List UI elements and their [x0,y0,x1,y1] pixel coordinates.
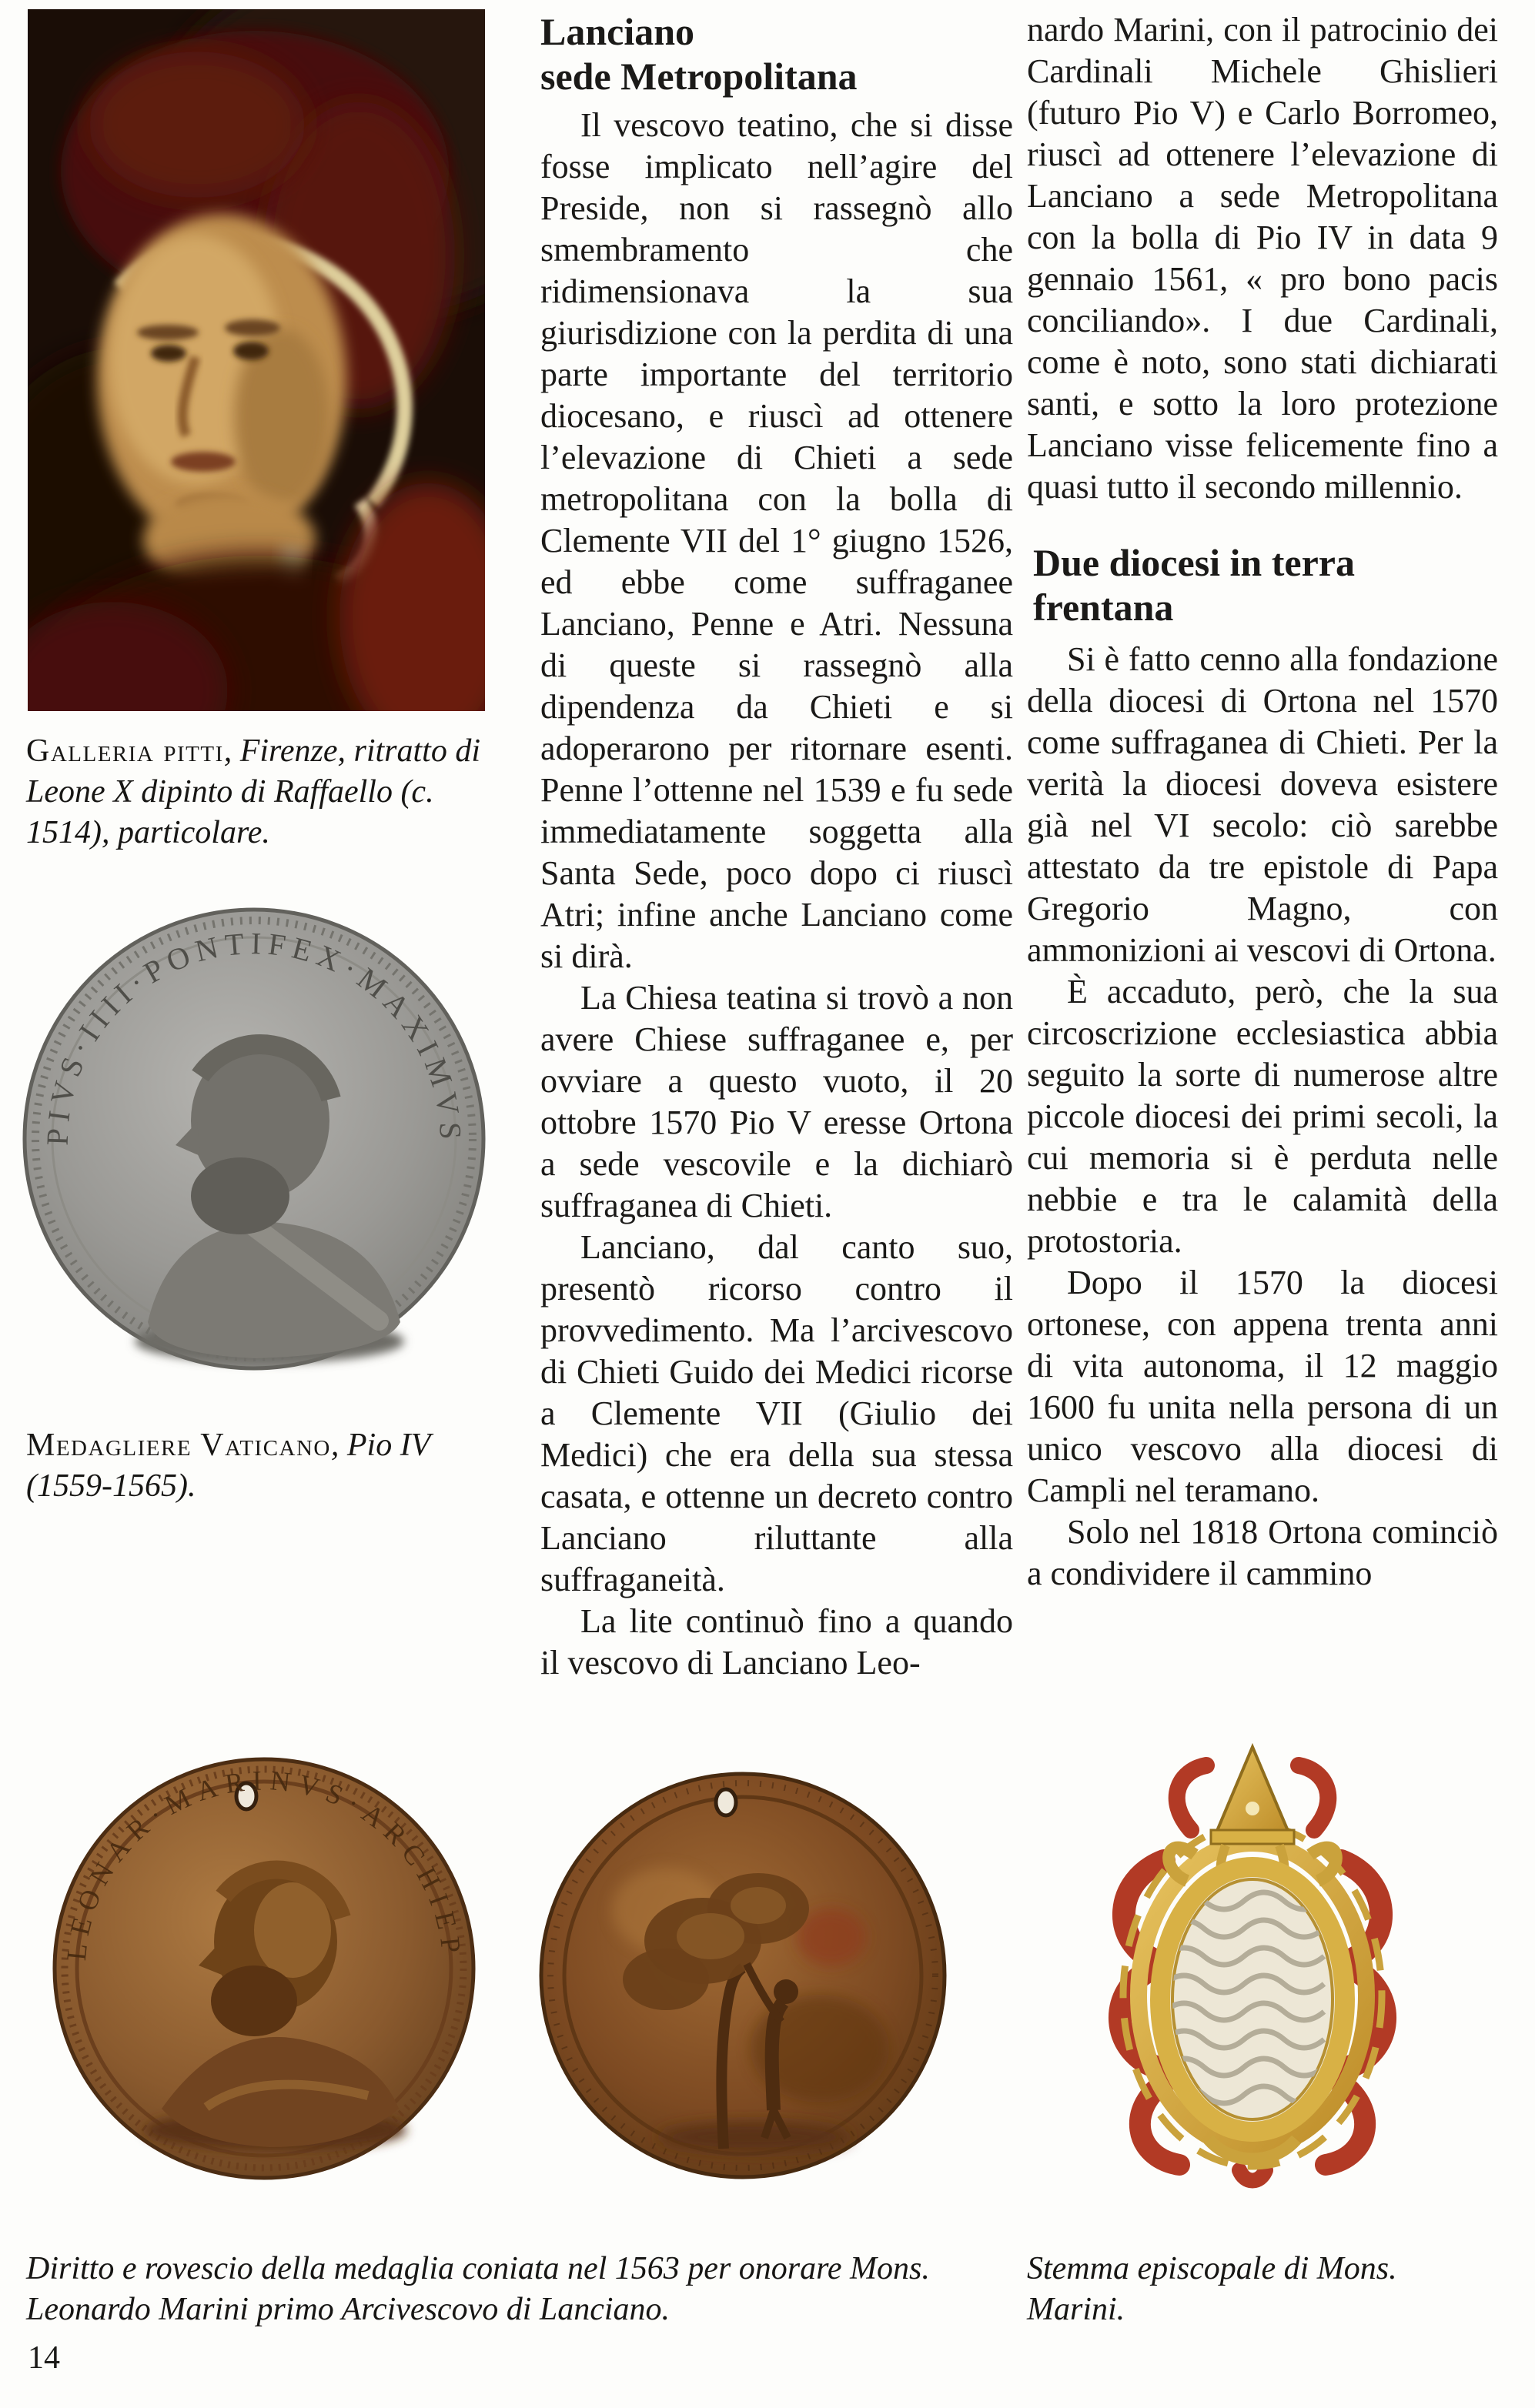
caption-stemma [1027,2249,1489,2330]
beard [211,1965,297,2036]
caption-medal-pio [26,1425,497,1507]
marini-medal-legend: LEONAR·MARINVS·ARCHIEP [60,1765,468,1962]
caption-bottom-medals-text: Diritto e rovescio della medaglia coniata nel 1563 per onorare Mons. Leonardo Marini primo Arcivescovo di Lanciano. [26,2251,930,2327]
eye-right [233,342,269,360]
column-right-paragraphs [1027,639,1498,1595]
lead-paragraph: nardo Marini, con il patrocinio dei Cardinali Michele Ghislieri (futuro Pio V) e Carlo Borromeo, riuscì ad ottenere l’elevazione di Lanciano a sede Metropolitana con la bolla di Pio IV in data 9 gennaio 1561, « pro bono pacis conciliando». I due Cardinali, come è noto, sono stati dichiarati santi, e sotto la loro protezione Lanciano visse felicemente fino a quasi tutto il secondo millennio. [1027,11,1498,506]
column-right [1027,9,1498,1595]
shield-field [1172,1879,1333,2119]
subheading-line-1: Due diocesi in terra [1033,541,1355,584]
article-subheading [1033,540,1498,630]
stemma-marini [1072,1738,1433,2192]
painting-leone-x-image [28,9,485,711]
eye-left [151,345,186,362]
paragraph: La Chiesa teatina si trovò a non avere Chiese suffraganee e, per ovviare a questo vuoto, il 20 ottobre 1570 Pio V eresse Ortona a sede vescovile e la dichiarò suffraganea di Chieti. [540,979,1013,1224]
caption-bottom-medals [26,2249,942,2330]
caption-painting-museum: Galleria pitti [26,733,224,769]
paragraph: Lanciano, dal canto suo, presentò ricorso contro il provvedimento. Ma l’arcivescovo di Chieti Guido dei Medici ricorse a Clemente VII (Giulio dei Medici) che era della sua stessa casata, e ottenne un decreto contro Lanciano riluttante alla suffraganeità. [540,1228,1013,1598]
paragraph: Si è fatto cenno alla fondazione della diocesi di Ortona nel 1570 come suffraganea di Chieti. Per la verità la diocesi doveva esistere già nel VI secolo: ciò sarebbe attestato da tre epistole di Papa Gregorio Magno, con ammonizioni ai vescovi di Ortona. [1027,640,1498,969]
beard [191,1157,289,1234]
column-middle [540,9,1013,1684]
page-number: 14 [28,2340,60,2376]
mouth [171,452,236,472]
paragraph: La lite continuò fino a quando il vescovo di Lanciano Leo- [540,1602,1013,1682]
suspension-hole [716,1789,736,1815]
article-heading [540,9,1013,99]
eyebrow-right [225,319,280,336]
heading-line-2: sede Metropolitana [540,55,858,98]
tree-canopy-3 [623,1949,709,2010]
medal-disc [541,1774,945,2177]
medal-pio-iv [15,891,493,1391]
ground [658,2122,851,2153]
column-middle-paragraphs [540,105,1013,1684]
pio-medal-legend: PIVS·IIII·PONTIFEX·MAXIMVS [39,925,469,1147]
medal-marini-reverse-image [527,1748,958,2195]
eyebrow-left [137,325,199,340]
mitre-gem [1246,1802,1259,1815]
paragraph: È accaduto, però, che la sua circoscrizione ecclesiastica abbia seguito la sorte di numerose altre piccole diocesi dei primi secoli, la cui memoria si è perduta nelle nebbie e tra le calamità della protostoria. [1027,973,1498,1260]
medal-marini-obverse-image [45,1745,483,2184]
caption-stemma-text: Stemma episcopale di Mons. Marini. [1027,2251,1397,2327]
medal-marini-obverse [45,1745,483,2184]
medal-marini-reverse [527,1748,958,2195]
paragraph: Il vescovo teatino, che si disse fosse implicato nell’agire del Preside, non si rassegnò allo smembramento che ridimensionava la sua giurisdizione con la perdita di una parte importante del territorio diocesano, e riuscì ad ottenere l’elevazione di Chieti a sede metropolitana con la bolla di Clemente VII del 1° giugno 1526, ed ebbe come suffraganee Lanciano, Penne e Atri. Nessuna di queste si rassegnò alla dipendenza da Chieti e si adoperarono per ritornare esenti. Penne l’ottenne nel 1539 e fu sede immediatamente soggetta alla Santa Sede, poco dopo ci riuscì Atri; infine anche Lanciano come si dirà. [540,106,1013,975]
caption-painting [26,731,497,853]
caption-medal-collection: Medagliere Vaticano [26,1428,331,1463]
paragraph: Solo nel 1818 Ortona cominciò a condividere il cammino [1027,1513,1498,1592]
caption-medal-text: , Pio IV (1559-1565). [26,1428,430,1504]
stemma-marini-image [1072,1738,1433,2192]
subheading-line-2: frentana [1033,586,1174,629]
medal-pio-iv-image [15,891,493,1391]
painting-leone-x [28,9,485,711]
paragraph: Dopo il 1570 la diocesi ortonese, con appena trenta anni di vita autonoma, il 12 maggio 1600 fu unita nella persona di un unico vescovo alla diocesi di Campli nel teramano. [1027,1264,1498,1509]
caption-painting-text: , Firenze, ritratto di Leone X dipinto di Raffaello (c. 1514), particolare. [26,733,481,850]
heading-line-1: Lanciano [540,10,695,53]
